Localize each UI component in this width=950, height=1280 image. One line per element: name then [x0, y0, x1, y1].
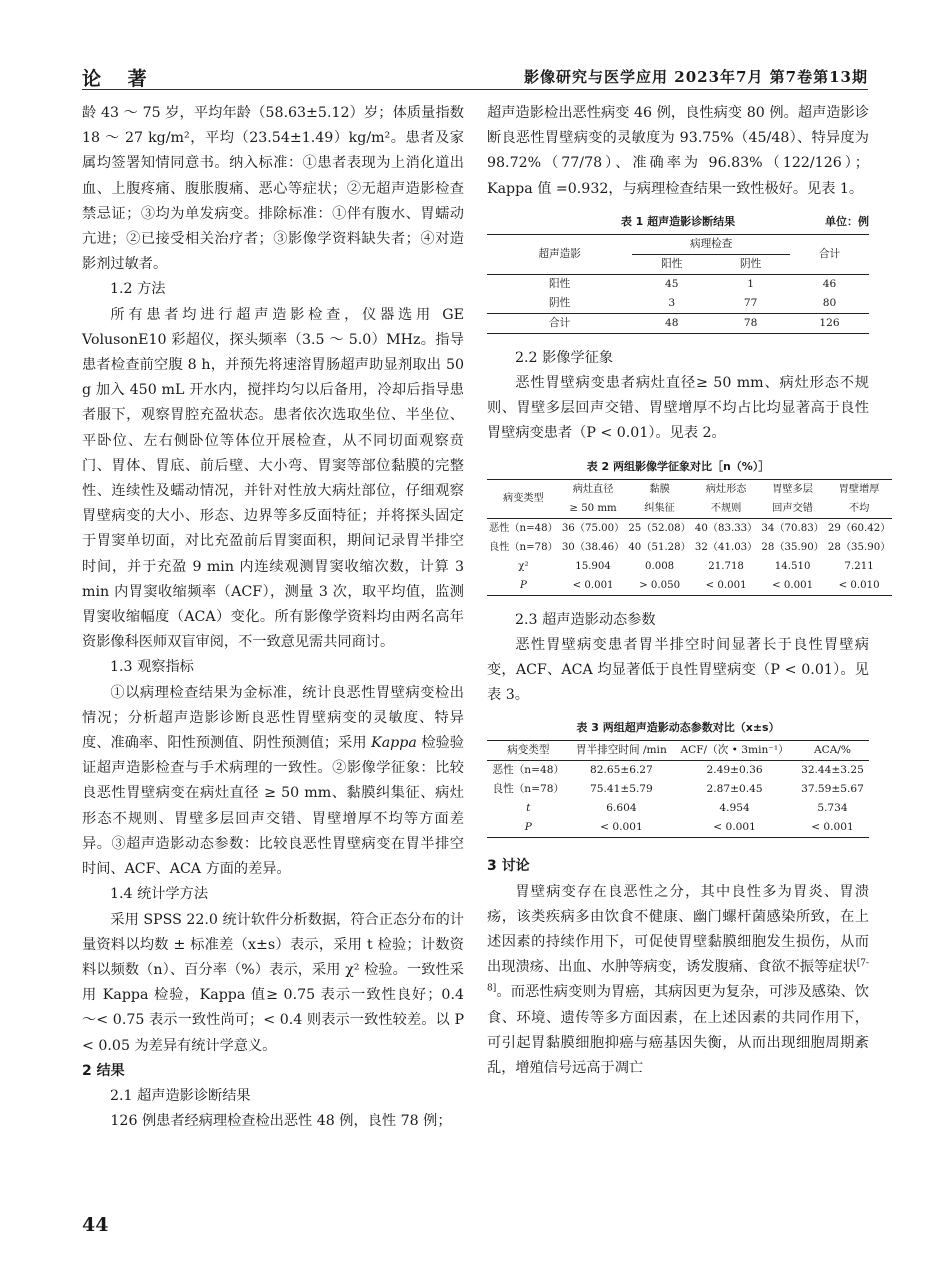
heading-2: 2 结果: [82, 1062, 125, 1079]
paragraph-discussion: 胃壁病变存在良恶性之分，其中良性多为胃炎、胃溃疡，该类疾病多由饮食不健康、幽门螺杆菌感染所致，在上述因素的持续作用下，可促使胃壁黏膜细胞发生损伤，从而出现溃疡、出血、水肿等病变，诱发腹痛、食欲不振等症状[7-8]。而恶性病变则为胃癌，其病因更为复杂，可涉及感染、饮食、环境、遗传等多方面因素，在上述因素的共同作用下，可引起胃黏膜细胞抑癌与癌基因失衡，从而出现细胞周期紊乱，增殖信号远高于凋亡: [487, 883, 869, 1077]
table-1-caption: 表 1 超声造影诊断结果 单位：例: [620, 214, 869, 228]
table-3-block: [487, 720, 869, 838]
heading-1-2: 1.2 方法: [110, 281, 166, 298]
paragraph-participants: 龄 43 ～ 75 岁，平均年龄（58.63±5.12）岁；体质量指数 18 ～ 27 kg/m²，平均（23.54±1.49）kg/m²。患者及家属均签署知情同意书。纳入标准：①患者表现为上消化道出血、上腹疼痛、腹胀腹痛、恶心等症状；②无超声造影检查禁忌证；③均为单发病变。排除标准：①伴有腹水、胃蠕动亢进；②已接受相关治疗者；③影像学资料缺失者；④对造影剂过敏者。: [82, 105, 464, 273]
table-row: χ² 15.904 0.008 21.718 14.510 7.211: [518, 560, 874, 572]
table-1-unit: 单位：例: [825, 214, 869, 228]
paragraph-dynamic: 恶性胃壁病变患者胃半排空时间显著长于良性胃壁病变，ACF、ACA 均显著低于良性胃壁病变（P < 0.01）。见表 3。: [487, 636, 869, 704]
section-label: 论 著: [82, 68, 157, 90]
table-3: 病变类型 胃半排空时间 /min ACF/（次 • 3min⁻¹） ACA/% 恶性（n=48） 82.65±6.27 2.49±0.36 32.44±3.25 良性（n=78） 75.41±5.79 2.87±0.45 37.59±5.67 t 6.604 4.954 5.734 P < 0.001 < 0.001 < 0.001: [487, 740, 869, 838]
table-1-block: [487, 214, 869, 334]
table-row: 恶性（n=48） 82.65±6.27 2.49±0.36 32.44±3.25: [492, 764, 864, 777]
table-1-header-row: 超声造影: [487, 234, 632, 274]
table-row: P < 0.001 > 0.050 < 0.001 < 0.001 < 0.010: [519, 579, 880, 591]
table-3-caption: 表 3 两组超声造影动态参数对比（x±s）: [576, 721, 780, 735]
journal-info: 影像研究与医学应用 2023年7月 第7卷第13期: [524, 68, 868, 86]
table-1-header-group: 病理检查: [632, 234, 790, 254]
heading-3: 3 讨论: [487, 858, 530, 875]
table-row: 良性（n=78） 30（38.46） 40（51.28） 32（41.03） 28（35.90） 28（35.90）: [489, 541, 891, 553]
table-row: 合计 48 78 126: [487, 313, 869, 333]
page-header: [82, 64, 868, 90]
table-2-block: [487, 459, 891, 596]
page-number: 44: [82, 1214, 109, 1236]
citation-ref: [7-8]: [487, 958, 869, 994]
paragraph-imaging: 恶性胃壁病变患者病灶直径≥ 50 mm、病灶形态不规则、胃壁多层回声交错、胃壁增厚不均占比均显著高于良性胃壁病变患者（P < 0.01）。见表 2。: [487, 375, 869, 442]
table-row: P < 0.001 < 0.001 < 0.001: [524, 821, 854, 834]
heading-1-4: 1.4 统计学方法: [110, 886, 209, 903]
table-1-header-neg: 阴性: [711, 254, 790, 274]
heading-1-3: 1.3 观察指标: [110, 659, 194, 676]
table-1-header-pos: 阳性: [632, 254, 711, 274]
table-row: 恶性（n=48） 36（75.00） 25（52.08） 40（83.33） 34（70.83） 29（60.42）: [489, 522, 891, 534]
table-1: [487, 234, 869, 334]
right-column: [487, 101, 891, 1081]
heading-2-3: 2.3 超声造影动态参数: [515, 611, 656, 628]
paragraph-statistics: 采用 SPSS 22.0 统计软件分析数据，符合正态分布的计量资料以均数 ± 标准差（x±s）表示，采用 t 检验；计数资料以频数（n）、百分率（%）表示，采用 χ² 检验。一致性采用 Kappa 检验，Kappa 值≥ 0.75 表示一致性良好；0.4 ～< 0.75 表示一致性尚可；< 0.4 则表示一致性较差。以 P < 0.05 为差异有统计学意义。: [82, 911, 464, 1054]
left-column: [82, 101, 464, 1134]
heading-2-1: 2.1 超声造影诊断结果: [110, 1087, 251, 1104]
table-1-header-total: 合计: [790, 234, 869, 274]
paragraph-results-start: 126 例患者经病理检查检出恶性 48 例，良性 78 例；: [110, 1113, 452, 1130]
table-row: 良性（n=78） 75.41±5.79 2.87±0.45 37.59±5.67: [492, 783, 864, 796]
table-2-header-type: 病变类型: [487, 479, 560, 518]
header-rule: [82, 89, 868, 90]
table-row: t 6.604 4.954 5.734: [526, 802, 848, 815]
heading-2-2: 2.2 影像学征象: [515, 349, 614, 366]
paragraph-methods: 所有患者均进行超声造影检查，仪器选用 GE VolusonE10 彩超仪，探头频率（3.5 ～ 5.0）MHz。指导患者检查前空腹 8 h，并预先将速溶胃肠超声助显剂取出 50 g 加入 450 mL 开水内，搅拌均匀以后备用，冷却后指导患者服下，观察胃腔充盈状态。患者依次选取坐位、半坐位、平卧位、左右侧卧位等体位开展检查，从不同切面观察贲门、胃体、胃底、前后壁、大小弯、胃窦等部位黏膜的完整性、连续性及蠕动情况，并针对性放大病灶部位，仔细观察胃壁病变的大小、形态、边界等多反面特征；并将探头固定于胃窦单切面，对比充盈前后胃窦面积，期间记录胃半排空时间，并于充盈 9 min 内连续观测胃窦收缩次数，计算 3 min 内胃窦收缩频率（ACF），测量 3 次，取平均值，监测胃窦收缩幅度（ACA）变化。所有影像学资料均由两名高年资影像科医师双盲审阅，不一致意见需共同商讨。: [82, 306, 464, 651]
paragraph-indicators: ①以病理检查结果为金标准，统计良恶性胃壁病变检出情况；分析超声造影诊断良恶性胃壁病变的灵敏度、特异度、准确率、阳性预测值、阴性预测值；采用 Kappa 检验验证超声造影检查与手术病理的一致性。②影像学征象：比较良恶性胃壁病变在病灶直径 ≥ 50 mm、黏膜纠集征、病灶形态不规则、胃壁多层回声交错、胃壁增厚不均等方面差异。③超声造影动态参数：比较良恶性胃壁病变在胃半排空时间、ACF、ACA 方面的差异。: [82, 684, 464, 878]
table-2: 病变类型 病灶直径 黏膜 病灶形态 胃壁多层 胃壁增厚 ≥ 50 mm 纠集征 不规则 回声交错 不均 恶性（n=48） 36（75.00） 25（52.08） 40（83.33） 34（70.83） 29（60.42） 良性（n=78） 30（38.46） 40（51.28） 32（41.03） 28（35.90） 28（35.90） χ² 15.904 0.008 21.718 14.510 7.211 P < 0.001 > 0.050 < 0.001 < 0.001 < 0.010: [487, 479, 892, 596]
table-2-caption: 表 2 两组影像学征象对比［n（%）］: [586, 459, 770, 473]
table-row: 阳性 45 1 46: [549, 277, 837, 290]
table-row: 阴性 3 77 80: [549, 296, 837, 309]
paragraph-results-cont: 超声造影检出恶性病变 46 例，良性病变 80 例。超声造影诊断良恶性胃壁病变的灵敏度为 93.75%（45/48）、特异度为 98.72%（77/78）、准确率为 96.83%（122/126）；Kappa 值 =0.932，与病理检查结果一致性极好。见表 1。: [487, 105, 869, 197]
